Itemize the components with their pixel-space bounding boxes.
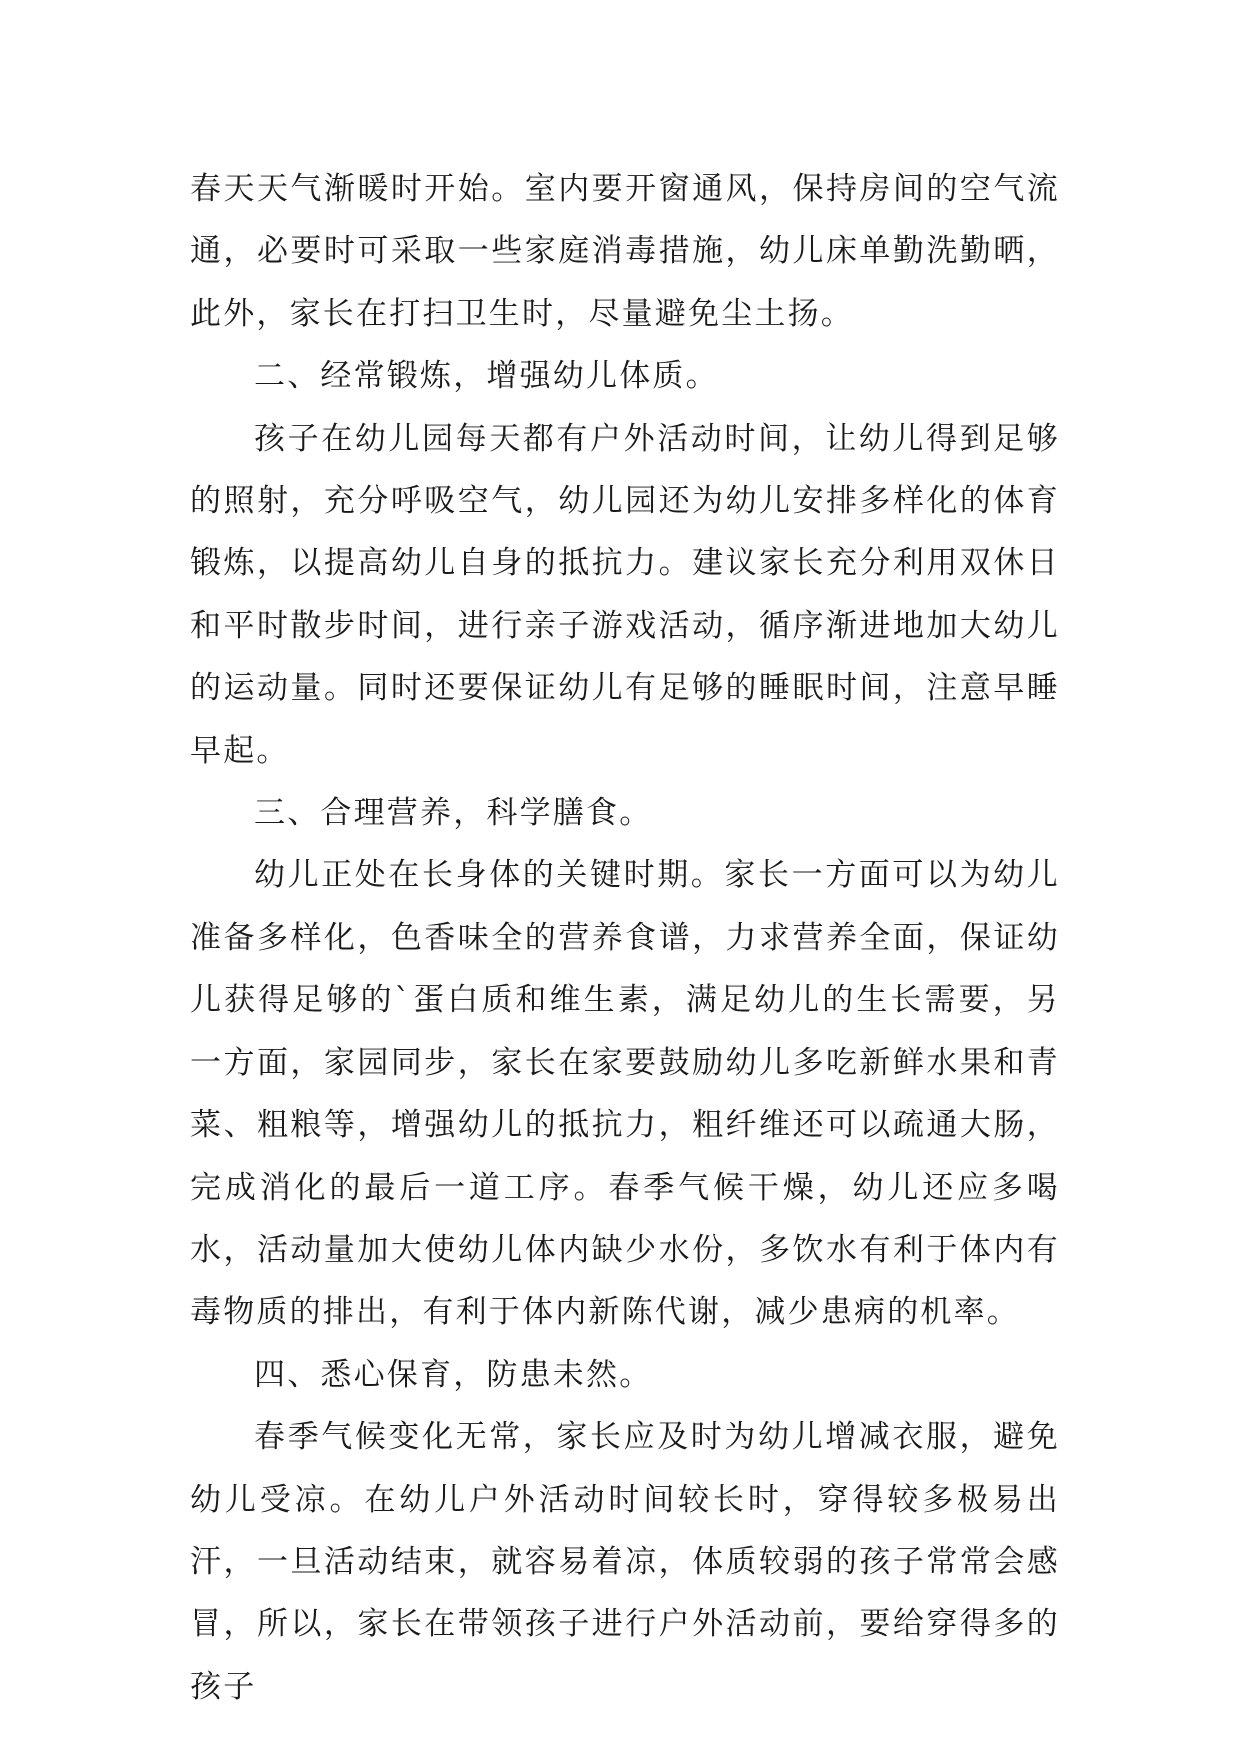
paragraph-exercise: 孩子在幼儿园每天都有户外活动时间，让幼儿得到足够的照射，充分呼吸空气，幼儿园还为幼儿安排多样化的体育锻炼，以提高幼儿自身的抵抗力。建议家长充分利用双休日和平时散步时间，进行亲子游戏活动，循序渐进地加大幼儿的运动量。同时还要保证幼儿有足够的睡眠时间，注意早睡早起。 xyxy=(190,420,1060,769)
section-heading-nutrition: 三、合理营养，科学膳食。 xyxy=(254,795,653,832)
paragraph-ventilation: 春天天气渐暖时开始。室内要开窗通风，保持房间的空气流通，必要时可采取一些家庭消毒措施，幼儿床单勤洗勤晒，此外，家长在打扫卫生时，尽量避免尘土扬。 xyxy=(190,171,1060,332)
document-body xyxy=(190,158,1060,1718)
section-heading-care: 四、悉心保育，防患未然。 xyxy=(254,1356,653,1393)
section-heading-exercise: 二、经常锻炼，增强幼儿体质。 xyxy=(254,358,719,395)
paragraph-care: 春季气候变化无常，家长应及时为幼儿增减衣服，避免幼儿受凉。在幼儿户外活动时间较长时，穿得较多极易出汗，一旦活动结束，就容易着凉，体质较弱的孩子常常会感冒，所以，家长在带领孩子进行户外活动前，要给穿得多的孩子 xyxy=(190,1419,1060,1705)
paragraph-nutrition: 幼儿正处在长身体的关键时期。家长一方面可以为幼儿准备多样化，色香味全的营养食谱，力求营养全面，保证幼儿获得足够的`蛋白质和维生素，满足幼儿的生长需要，另一方面，家园同步，家长在家要鼓励幼儿多吃新鲜水果和青菜、粗粮等，增强幼儿的抵抗力，粗纤维还可以疏通大肠，完成消化的最后一道工序。春季气候干燥，幼儿还应多喝水，活动量加大使幼儿体内缺少水份，多饮水有利于体内有毒物质的排出，有利于体内新陈代谢，减少患病的机率。 xyxy=(190,857,1060,1331)
